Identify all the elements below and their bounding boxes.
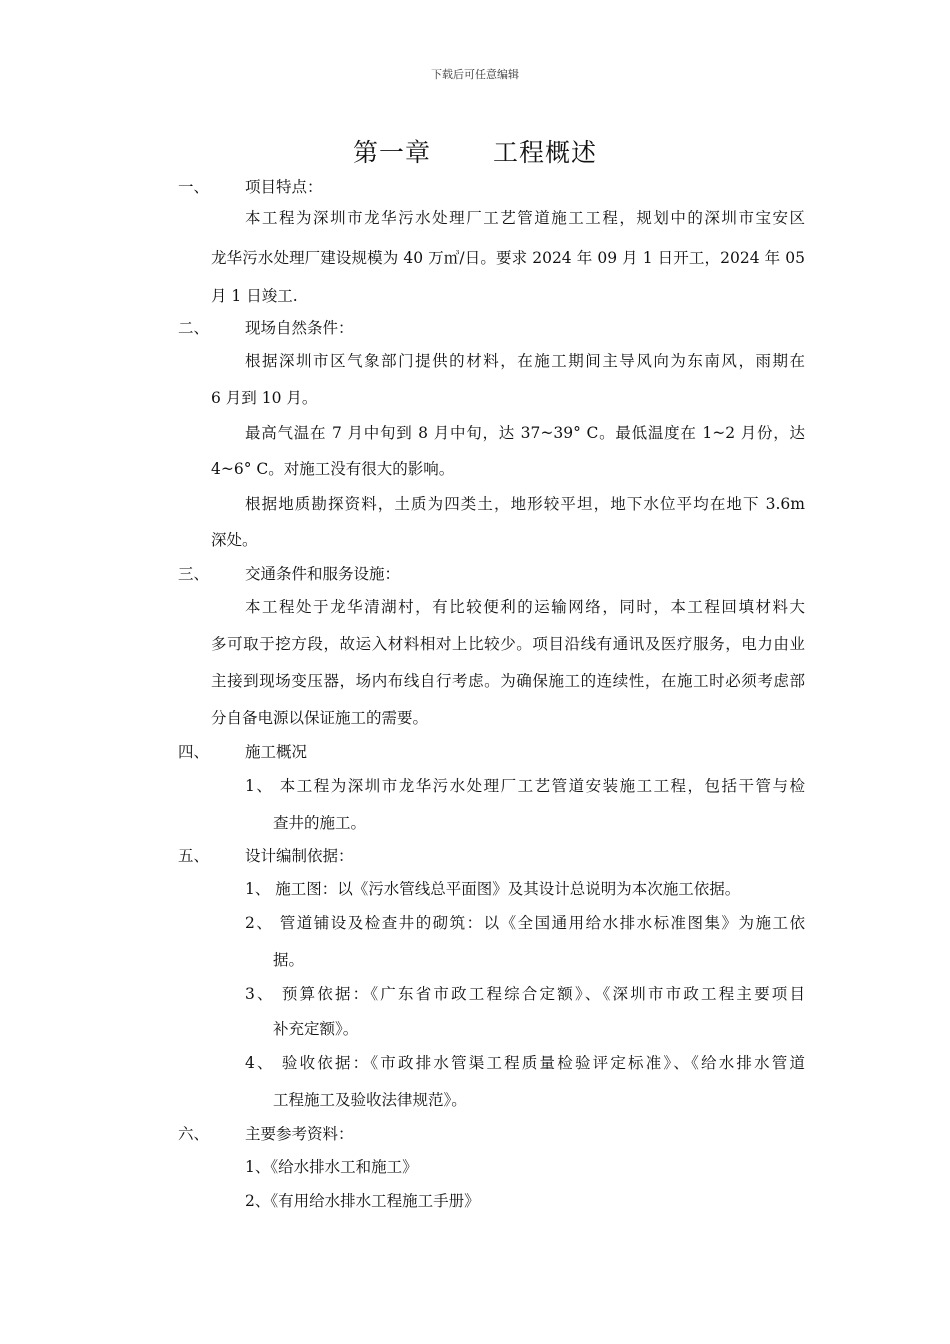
- paragraph-line: 4~6° C。对施工没有很大的影响。: [211, 460, 455, 478]
- list-item: 2、《有用给水排水工程施工手册》: [245, 1192, 480, 1210]
- section-number: 六、: [178, 1125, 210, 1143]
- chapter-name: 工程概述: [493, 138, 598, 167]
- section-title: 主要参考资料：: [245, 1125, 354, 1143]
- list-item: 2、 管道铺设及检查井的砌筑：以《全国通用给水排水标准图集》为施工依: [245, 914, 805, 932]
- list-item-continuation: 工程施工及验收法律规范》。: [273, 1091, 467, 1109]
- chapter-title: [0, 133, 950, 169]
- list-item: 1、《给水排水工和施工》: [245, 1158, 418, 1176]
- list-item: 3、 预算依据：《广东省市政工程综合定额》、《深圳市市政工程主要项目: [245, 985, 805, 1003]
- list-item: 4、 验收依据：《市政排水管渠工程质量检验评定标准》、《给水排水管道: [245, 1054, 805, 1072]
- paragraph-line: 主接到现场变压器，场内布线自行考虑。为确保施工的连续性，在施工时必须考虑部: [211, 672, 805, 690]
- paragraph-line: 6 月到 10 月。: [211, 389, 318, 407]
- paragraph-line: 本工程为深圳市龙华污水处理厂工艺管道施工工程，规划中的深圳市宝安区: [245, 209, 805, 227]
- list-item: 1、 本工程为深圳市龙华污水处理厂工艺管道安装施工工程，包括干管与检: [245, 777, 805, 795]
- section-number: 一、: [178, 178, 210, 196]
- chapter-number: 第一章: [352, 138, 431, 167]
- section-number: 五、: [178, 847, 210, 865]
- section-number: 三、: [178, 565, 210, 583]
- section-title: 项目特点：: [245, 178, 323, 196]
- list-item-continuation: 补充定额》。: [273, 1020, 359, 1038]
- list-item-continuation: 据。: [273, 951, 305, 969]
- section-title: 现场自然条件：: [245, 319, 354, 337]
- paragraph-line: 根据深圳市区气象部门提供的材料，在施工期间主导风向为东南风，雨期在: [245, 352, 805, 370]
- list-item-continuation: 查井的施工。: [273, 814, 367, 832]
- list-item: 1、 施工图：以《污水管线总平面图》及其设计总说明为本次施工依据。: [245, 880, 741, 898]
- paragraph-line: 根据地质勘探资料，土质为四类土，地形较平坦，地下水位平均在地下 3.6m: [245, 495, 805, 513]
- paragraph-line: 龙华污水处理厂建设规模为 40 万㎥/日。要求 2024 年 09 月 1 日开工，2024 年 05: [211, 249, 805, 267]
- section-title: 施工概况: [245, 743, 308, 761]
- paragraph-line: 本工程处于龙华清湖村，有比较便利的运输网络，同时，本工程回填材料大: [245, 598, 805, 616]
- section-number: 四、: [178, 743, 210, 761]
- paragraph-line: 多可取于挖方段，故运入材料相对上比较少。项目沿线有通讯及医疗服务，电力由业: [211, 635, 805, 653]
- paragraph-line: 分自备电源以保证施工的需要。: [211, 709, 429, 727]
- section-title: 交通条件和服务设施：: [245, 565, 401, 583]
- paragraph-line: 深处。: [211, 531, 258, 549]
- paragraph-line: 月 1 日竣工.: [211, 287, 298, 305]
- paragraph-line: 最高气温在 7 月中旬到 8 月中旬，达 37~39° C。最低温度在 1~2 月份，达: [245, 424, 805, 442]
- section-title: 设计编制依据：: [245, 847, 354, 865]
- page-header: 下载后可任意编辑: [431, 68, 519, 81]
- section-number: 二、: [178, 319, 210, 337]
